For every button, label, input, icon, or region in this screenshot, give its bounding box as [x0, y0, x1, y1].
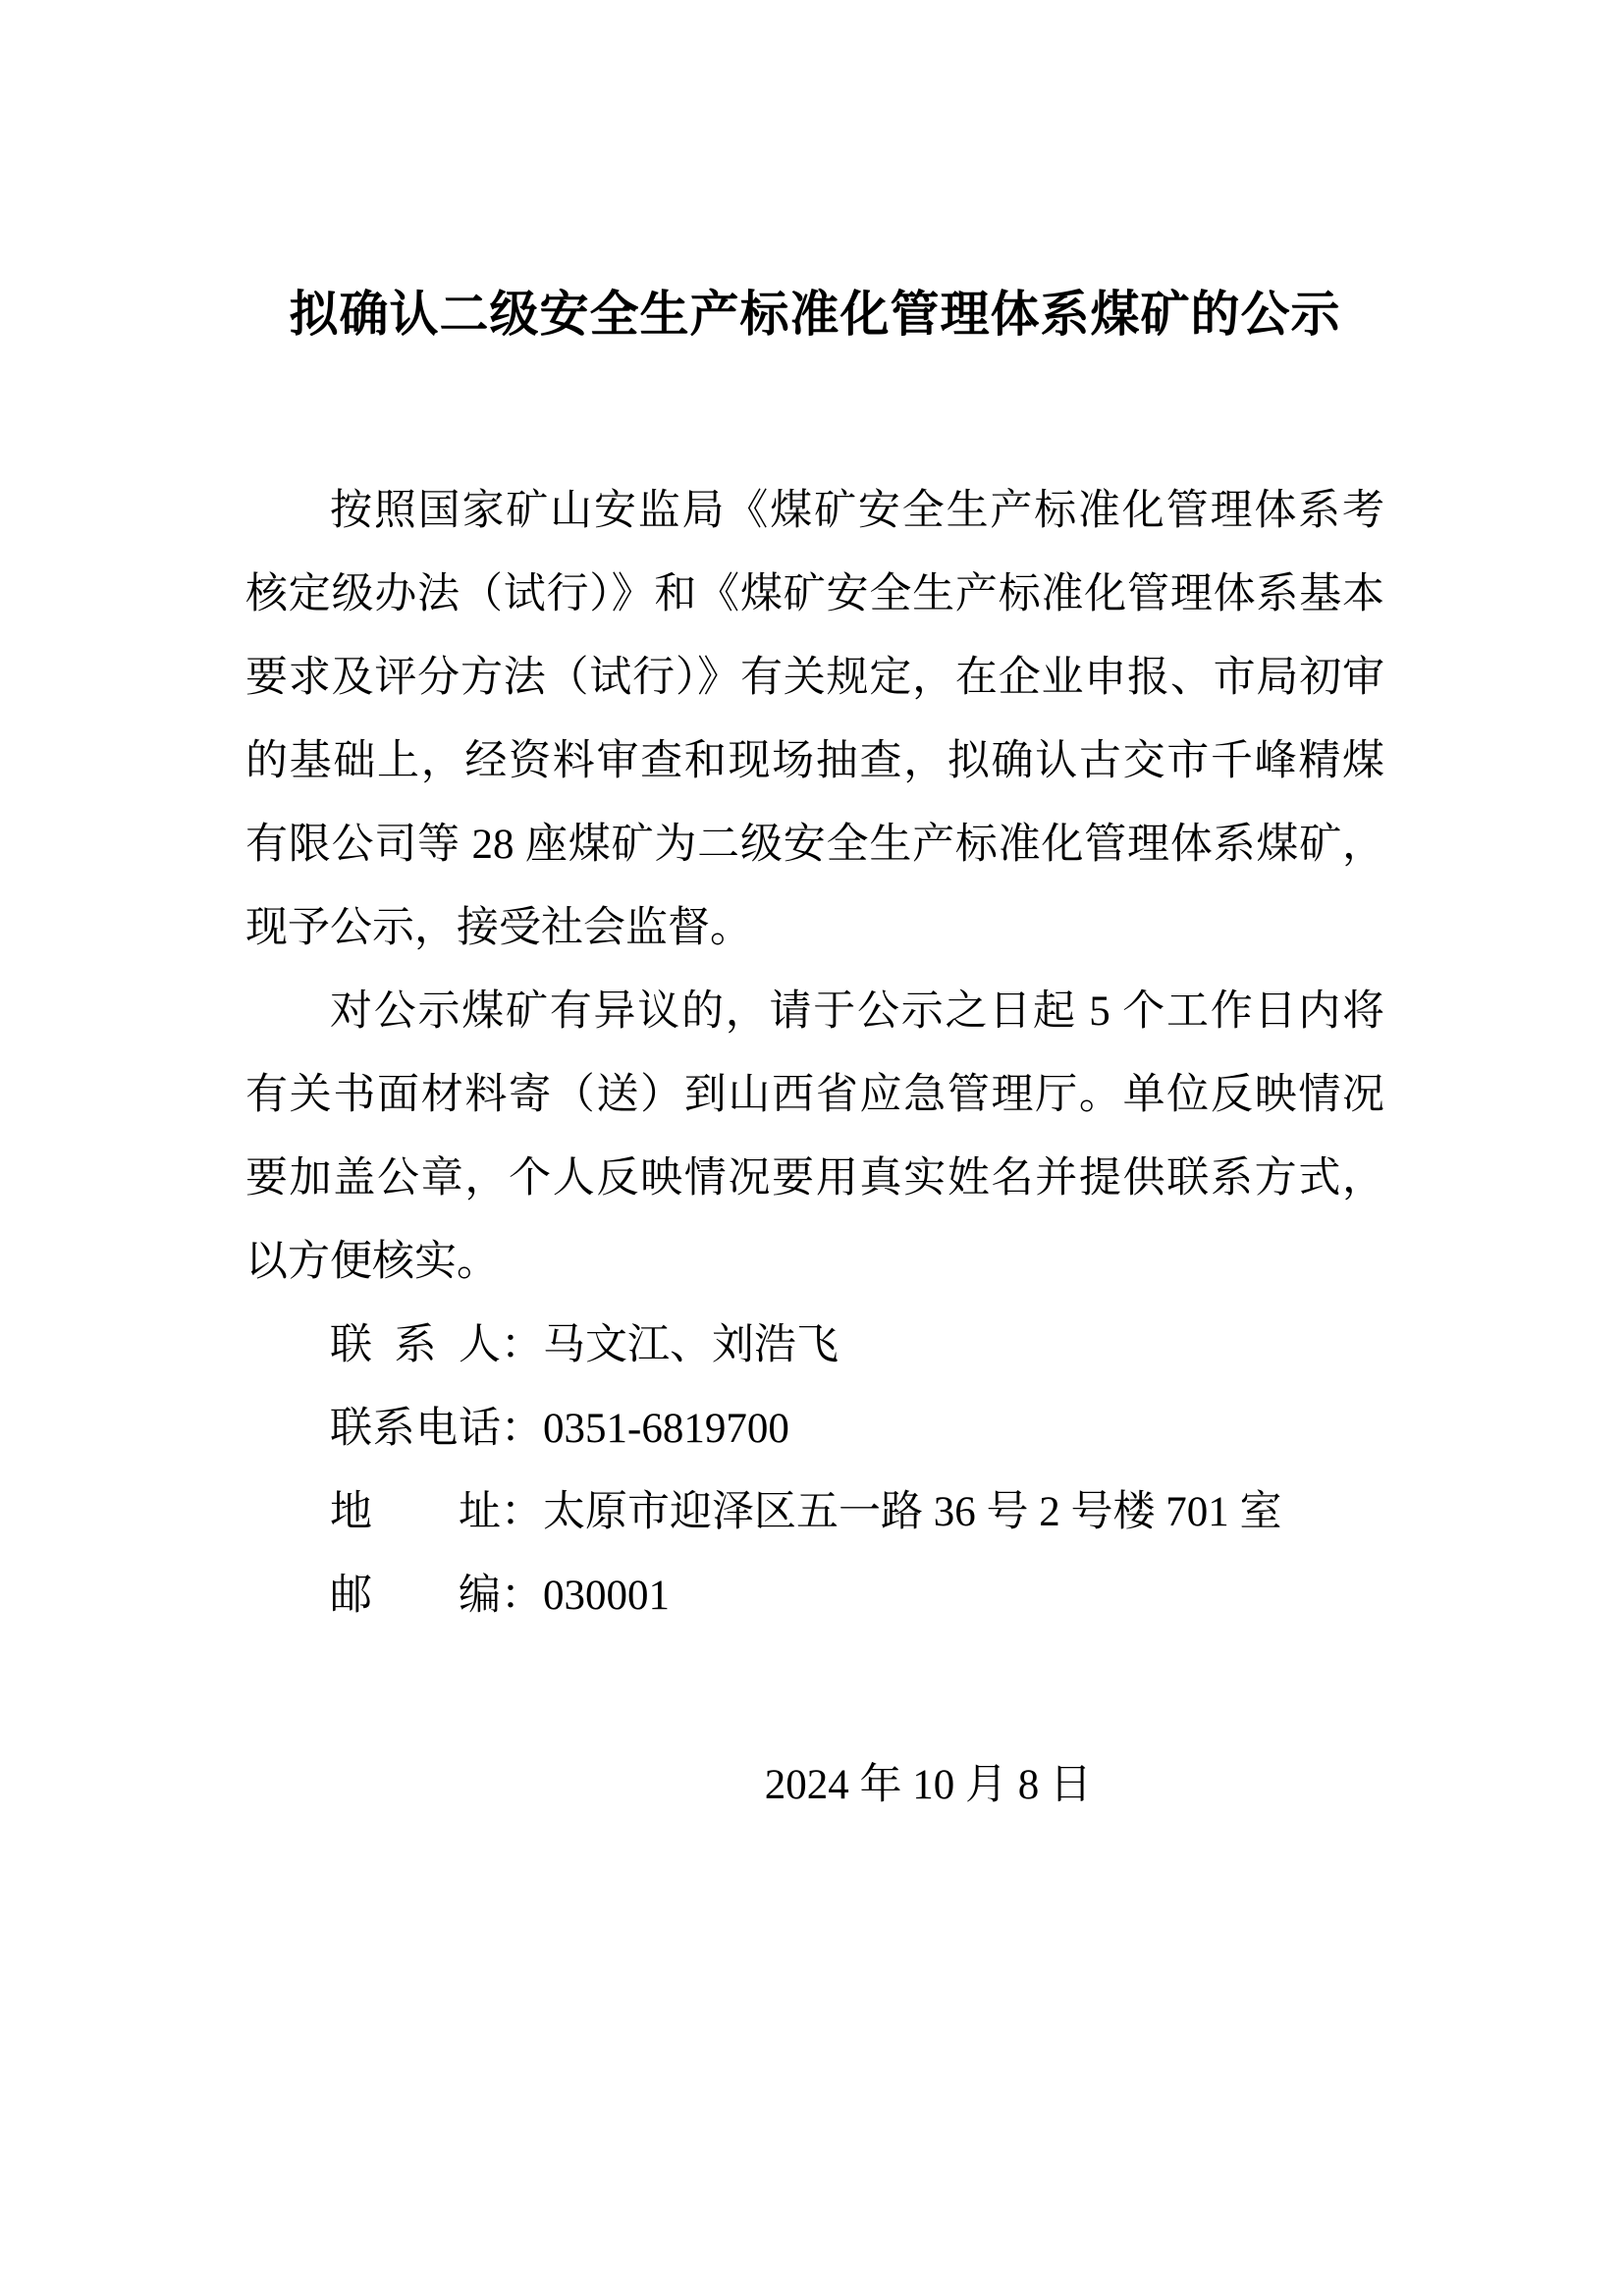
contact-person-label: 联系人: [330, 1322, 501, 1368]
colon: ：: [501, 1489, 543, 1535]
document-date: 2024 年 10 月 8 日: [764, 1762, 1092, 1808]
page-title: 拟确认二级安全生产标准化管理体系煤矿的公示: [289, 287, 1341, 342]
body-text: [245, 469, 1384, 1304]
contact-row-person: [245, 1304, 1384, 1387]
paragraph-regulations: 按照国家矿山安监局《煤矿安全生产标准化管理体系考核定级办法（试行）》和《煤矿安全生产标准化管理体系基本要求及评分方法（试行）》有关规定，在企业申报、市局初审的基础上，经资料审查和现场抽查，拟确认古交市千峰精煤有限公司等 28 座煤矿为二级安全生产标准化管理体系煤矿，现予公示，接受社会监督。: [245, 488, 1384, 951]
contact-postcode-label: 邮编: [330, 1573, 501, 1619]
colon: ：: [501, 1322, 543, 1368]
contact-phone-value: 0351-6819700: [543, 1406, 789, 1452]
document-content: [245, 0, 1384, 1827]
contact-person-value: 马文江、刘浩飞: [543, 1322, 839, 1368]
contact-address-label: 地址: [330, 1489, 501, 1535]
contact-postcode-value: 030001: [543, 1573, 670, 1619]
contact-block: [245, 1304, 1384, 1637]
paragraph-objection-instructions: 对公示煤矿有异议的，请于公示之日起 5 个工作日内将有关书面材料寄（送）到山西省应急管理厅。单位反映情况要加盖公章，个人反映情况要用真实姓名并提供联系方式，以方便核实。: [245, 988, 1384, 1285]
colon: ：: [501, 1406, 543, 1452]
contact-phone-label: 联系电话: [330, 1406, 501, 1452]
contact-row-postcode: [245, 1554, 1384, 1637]
colon: ：: [501, 1573, 543, 1619]
contact-address-value: 太原市迎泽区五一路 36 号 2 号楼 701 室: [543, 1489, 1282, 1535]
contact-row-phone: [245, 1387, 1384, 1470]
contact-row-address: [245, 1470, 1384, 1554]
